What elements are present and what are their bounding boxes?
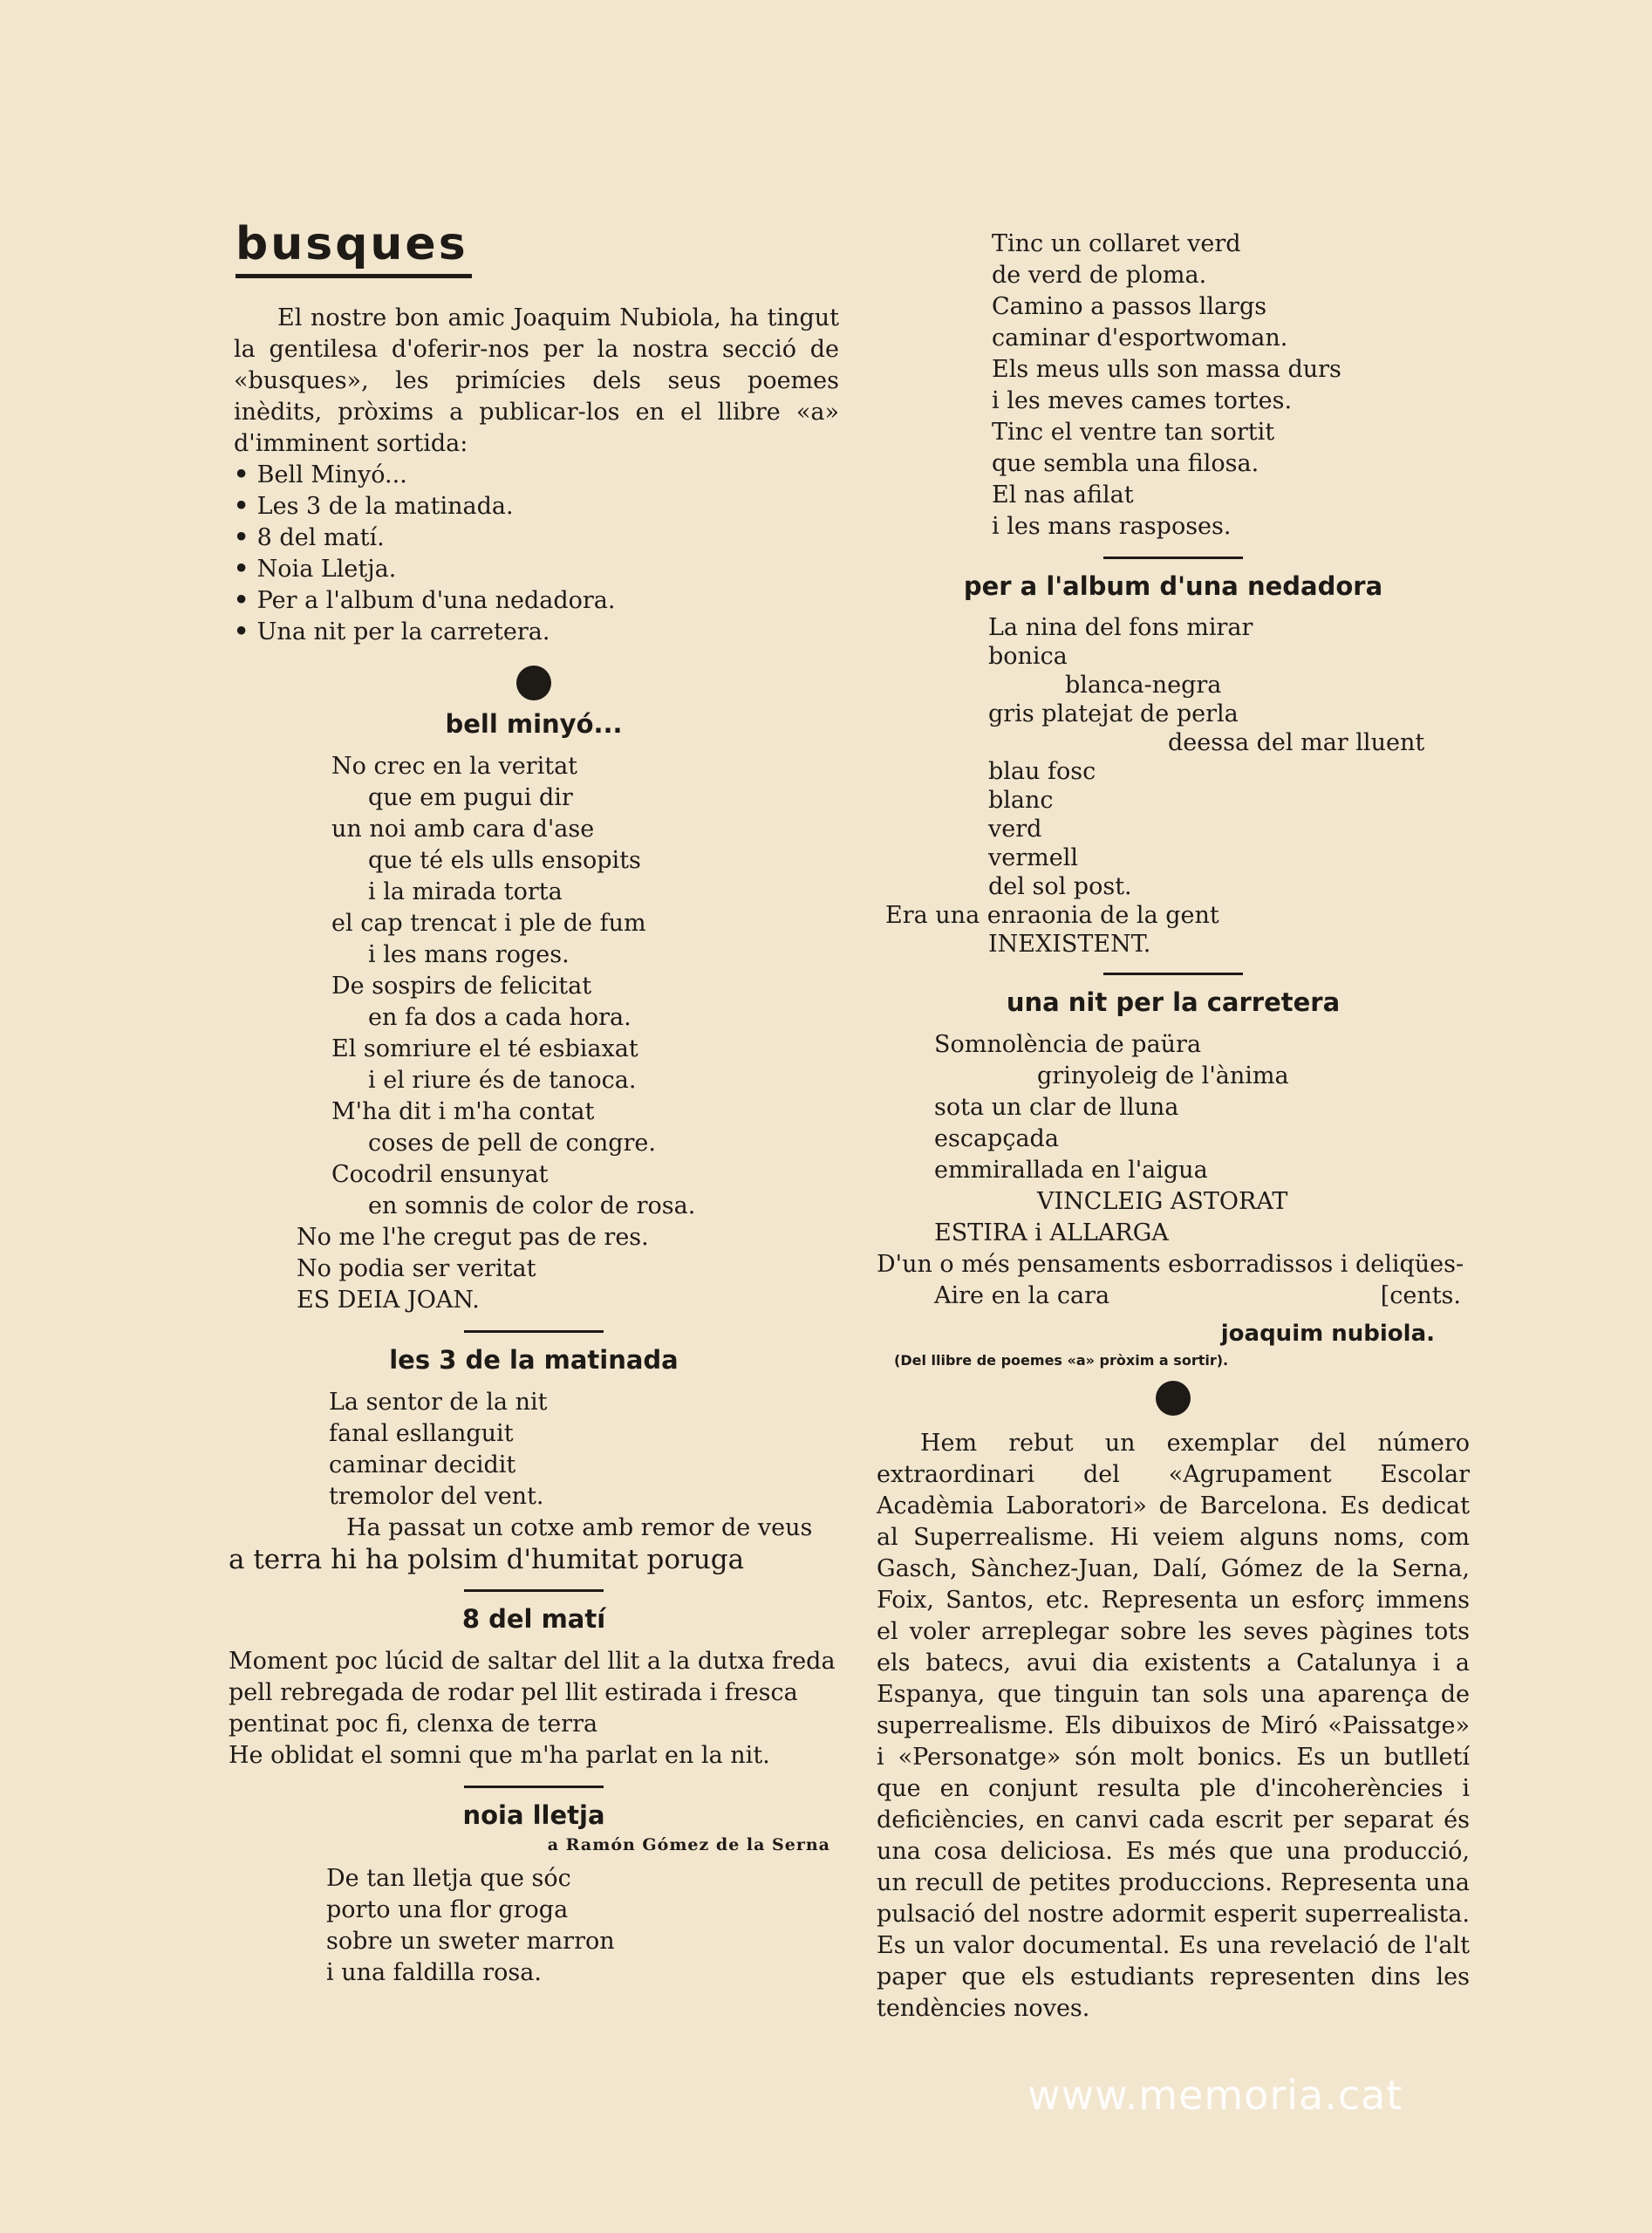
- poem-line: pell rebregada de rodar pel llit estirada i fresca: [229, 1679, 798, 1706]
- poem-line: He oblidat el somni que m'ha parlat en la nit.: [229, 1742, 770, 1769]
- poem-line: fanal esllanguit: [329, 1420, 514, 1447]
- poem-nedadora: [885, 613, 1470, 959]
- poem-line: bonica: [988, 643, 1068, 670]
- poem-title-8-del-mati: 8 del matí: [461, 1604, 606, 1634]
- list-item: • Bell Minyó...: [234, 460, 839, 491]
- poem-line: escapçada: [934, 1125, 1059, 1152]
- intro-paragraph: El nostre bon amic Joaquim Nubiola, ha tingut la gentilesa d'oferir-nos per la nostra secció de «busques», les primícies dels seus poemes inèdits, pròxims a publicar-los en el llibre «a» d'imminent sortida:: [234, 304, 839, 457]
- list-item: • Les 3 de la matinada.: [234, 491, 839, 522]
- poem-line: emmirallada en l'aigua: [934, 1157, 1208, 1184]
- source-note: (Del llibre de poemes «a» pròxim a sortir).: [894, 1352, 1229, 1369]
- bullet-divider-icon: [516, 666, 551, 700]
- website-watermark: www.memoria.cat: [1027, 2072, 1403, 2119]
- left-column: [229, 218, 839, 1989]
- section-divider: [1103, 973, 1243, 975]
- poem-line: Era una enraonia de la gent: [885, 902, 1219, 929]
- poem-line: vermell: [988, 844, 1078, 871]
- bullet-divider-icon: [1156, 1381, 1191, 1416]
- poem-line: un noi amb cara d'ase: [331, 816, 595, 843]
- poem-line: en fa dos a cada hora.: [368, 1004, 631, 1031]
- poem-line: i les mans rasposes.: [992, 513, 1232, 540]
- poem-line: No me l'he cregut pas de res.: [297, 1224, 649, 1251]
- poem-line: caminar d'esportwoman.: [992, 324, 1288, 352]
- poem-line: La sentor de la nit: [329, 1389, 548, 1416]
- poem-line: Ha passat un cotxe amb remor de veus: [346, 1514, 813, 1541]
- poem-line: Moment poc lúcid de saltar del llit a la dutxa freda: [229, 1648, 836, 1675]
- poem-line: INEXISTENT.: [988, 931, 1151, 958]
- poem-line: Els meus ulls son massa durs: [992, 356, 1341, 383]
- poem-line: i la mirada torta: [368, 878, 563, 905]
- poem-line: sota un clar de lluna: [934, 1094, 1179, 1121]
- poem-title-noia-lletja: noia lletja: [462, 1800, 605, 1830]
- section-divider: [464, 1330, 604, 1333]
- poem-line: blanca-negra: [1065, 672, 1222, 699]
- author-signature: joaquim nubiola.: [1220, 1321, 1435, 1347]
- poem-line: La nina del fons mirar: [988, 614, 1253, 641]
- poem-line: De sospirs de felicitat: [331, 973, 592, 1000]
- poem-title-bell-minyo: bell minyó...: [445, 709, 623, 739]
- poem-title-nedadora: per a l'album d'una nedadora: [963, 571, 1383, 601]
- poem-line: ES DEIA JOAN.: [297, 1287, 480, 1314]
- poem-line: que té els ulls ensopits: [368, 847, 641, 874]
- poem-title-carretera: una nit per la carretera: [1006, 987, 1341, 1017]
- list-item: • Per a l'album d'una nedadora.: [234, 585, 839, 617]
- review-paragraph: Hem rebut un exemplar del número extraordinari del «Agrupament Escolar Acadèmia Laboratori» de Barcelona. Es dedicat al Superrealisme. Hi veiem alguns noms, com Gasch, Sànchez-Juan, Dalí, Gómez de la Serna, Foix, Santos, etc. Representa un esforç immens el voler arreplegar sobre les seves pàgines tots els batecs, avui dia existents a Catalunya i a Espanya, que tinguin tan sols una aparença de superrealisme. Els dibuixos de Miró «Paissatge» i «Personatge» són molt bonics. Es un butlletí que en conjunt resulta ple d'incoherències i deficiències, en canvi cada escrit per separat és una cosa deliciosa. Es més que una producció, un recull de petites produccions. Representa una pulsació del nostre adormit esperit superrealista. Es un valor documental. Es una revelació de l'alt paper que els estudiants representen dins les tendències noves.: [877, 1430, 1470, 2022]
- poem-line: i el riure és de tanoca.: [368, 1067, 637, 1094]
- list-item: • 8 del matí.: [234, 522, 839, 554]
- poem-line: en somnis de color de rosa.: [368, 1192, 696, 1219]
- poem-line: VINCLEIG ASTORAT: [1037, 1188, 1288, 1215]
- poem-line: Cocodril ensunyat: [331, 1161, 549, 1188]
- list-item: • Noia Lletja.: [234, 554, 839, 585]
- poem-line: Camino a passos llargs: [992, 293, 1267, 320]
- poem-line: de verd de ploma.: [992, 262, 1207, 289]
- section-divider: [464, 1589, 604, 1592]
- poem-line: porto una flor groga: [326, 1896, 569, 1923]
- section-divider: [1103, 557, 1243, 559]
- poem-line: El somriure el té esbiaxat: [331, 1035, 638, 1062]
- poem-line: que sembla una filosa.: [992, 450, 1259, 477]
- poem-line: del sol post.: [988, 873, 1132, 900]
- poem-title-les-3: les 3 de la matinada: [389, 1345, 679, 1375]
- poem-line: Aire en la cara: [934, 1282, 1110, 1309]
- poem-line: No crec en la veritat: [331, 753, 578, 780]
- section-divider: [464, 1786, 604, 1788]
- poem-dedication: a Ramón Gómez de la Serna: [547, 1835, 830, 1854]
- poem-line: sobre un sweter marron: [326, 1928, 615, 1955]
- poem-line: D'un o més pensaments esborradissos i deliqües-: [877, 1251, 1464, 1278]
- poem-line-row: [934, 1280, 1461, 1312]
- poem-line: grinyoleig de l'ànima: [1037, 1062, 1289, 1089]
- poem-line: pentinat poc fi, clenxa de terra: [229, 1711, 598, 1738]
- section-masthead: busques: [236, 218, 472, 278]
- poem-line: Tinc un collaret verd: [992, 230, 1241, 257]
- poem-line: De tan lletja que sóc: [326, 1865, 571, 1892]
- poem-list: [234, 460, 839, 648]
- poem-line: i les meves cames tortes.: [992, 387, 1293, 414]
- poem-line: deessa del mar lluent: [1168, 729, 1425, 756]
- poem-carretera: [877, 1029, 1470, 1312]
- poem-line: i una faldilla rosa.: [326, 1959, 542, 1986]
- poem-line: No podia ser veritat: [297, 1255, 536, 1282]
- poem-line: tremolor del vent.: [329, 1483, 544, 1510]
- poem-line: a terra hi ha polsim d'humitat poruga: [229, 1544, 745, 1575]
- poem-line: verd: [988, 816, 1042, 843]
- poem-line: blau fosc: [988, 758, 1096, 785]
- list-item: • Una nit per la carretera.: [234, 617, 839, 648]
- poem-bell-minyo: [297, 751, 839, 1316]
- poem-line: caminar decidit: [329, 1451, 516, 1478]
- poem-line: M'ha dit i m'ha contat: [331, 1098, 595, 1125]
- poem-line: Tinc el ventre tan sortit: [992, 419, 1275, 446]
- right-column: [877, 229, 1470, 2025]
- poem-line: i les mans roges.: [368, 941, 570, 968]
- poem-line: coses de pell de congre.: [368, 1130, 656, 1157]
- poem-noia-lletja-part1: [326, 1863, 839, 1989]
- poem-line: blanc: [988, 787, 1054, 814]
- poem-8-del-mati: [229, 1646, 839, 1772]
- poem-line: ESTIRA i ALLARGA: [934, 1219, 1169, 1246]
- poem-line: El nas afilat: [992, 481, 1134, 509]
- poem-line: Somnolència de paüra: [934, 1031, 1202, 1058]
- poem-noia-lletja-part2: [992, 229, 1470, 543]
- poem-les-3: [229, 1387, 839, 1575]
- poem-line: [cents.: [1380, 1282, 1461, 1309]
- poem-line: el cap trencat i ple de fum: [331, 910, 646, 937]
- poem-line: que em pugui dir: [368, 784, 573, 811]
- poem-line: gris platejat de perla: [988, 700, 1239, 727]
